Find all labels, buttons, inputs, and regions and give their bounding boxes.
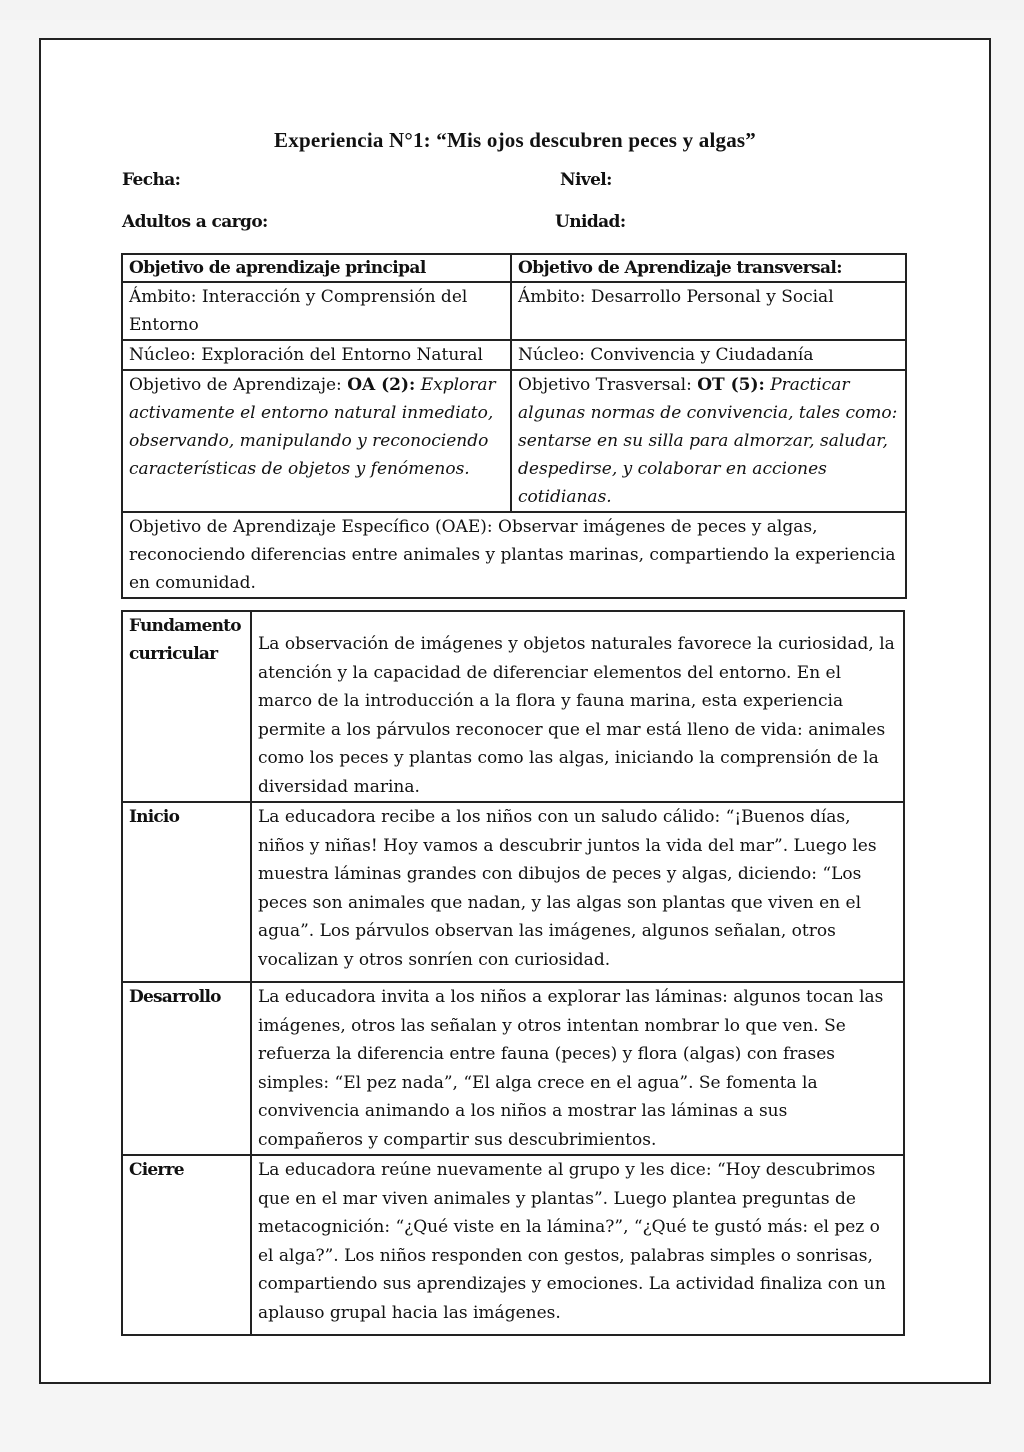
section-label: Fundamento curricular: [122, 611, 251, 802]
nucleo-principal: Núcleo: Exploración del Entorno Natural: [122, 340, 511, 370]
section-row-fundamento: [122, 611, 904, 802]
nivel-field: [560, 170, 618, 190]
section-text: La educadora recibe a los niños con un saludo cálido: “¡Buenos días, niños y niñas! Hoy vamos a descubrir juntos la vida del mar”. Luego les muestra láminas grandes con dibujos de peces y algas, diciendo: “Los peces son animales que nadan, y las algas son plantas que viven en el agua”. Los párvulos observan las imágenes, algunos señalan, otros vocalizan y otros sonríen con curiosidad.: [251, 802, 904, 982]
nucleo-transversal: Núcleo: Convivencia y Ciudadanía: [511, 340, 906, 370]
section-row-cierre: [122, 1155, 904, 1335]
unidad-field: [555, 212, 632, 232]
objectives-table: [121, 253, 907, 599]
top-strip: [0, 0, 1024, 20]
ot-label: Objetivo Trasversal:: [518, 375, 698, 395]
objectives-header-row: [122, 254, 906, 282]
section-text: [251, 611, 904, 802]
page-title: Experiencia N°1: “Mis ojos descubren peces y algas”: [274, 128, 756, 152]
principal-header: Objetivo de aprendizaje principal: [122, 254, 511, 282]
ambito-row: [122, 282, 906, 340]
section-label: Cierre: [122, 1155, 251, 1335]
section-row-desarrollo: [122, 982, 904, 1155]
ot-text: Practicar algunas normas de convivencia, tales como: sentarse en su silla para almorzar, saludar, despedirse, y colaborar en acciones cotidianas.: [518, 375, 898, 507]
section-label: Inicio: [122, 802, 251, 982]
oa-cell: [122, 370, 511, 512]
adultos-field: [122, 212, 274, 232]
unidad-label: Unidad:: [555, 212, 626, 232]
oae-row: [122, 512, 906, 598]
document-page: [39, 38, 991, 1384]
oa-code: OA (2):: [347, 375, 416, 395]
oae-cell: Objetivo de Aprendizaje Específico (OAE): Observar imágenes de peces y algas, reconociendo diferencias entre animales y plantas marinas, compartiendo la experiencia en comunidad.: [122, 512, 906, 598]
experience-table: [121, 610, 905, 1336]
oa-text: Explorar activamente el entorno natural inmediato, observando, manipulando y reconociendo características de objetos y fenómenos.: [129, 375, 496, 479]
oa-label: Objetivo de Aprendizaje:: [129, 375, 348, 395]
oa-row: [122, 370, 906, 512]
fecha-field: [122, 170, 186, 190]
ambito-transversal: Ámbito: Desarrollo Personal y Social: [511, 282, 906, 340]
fecha-label: Fecha:: [122, 170, 181, 190]
ot-cell: [511, 370, 906, 512]
section-text: La educadora invita a los niños a explorar las láminas: algunos tocan las imágenes, otros las señalan y otros intentan nombrar lo que ven. Se refuerza la diferencia entre fauna (peces) y flora (algas) con frases simples: “El pez nada”, “El alga crece en el agua”. Se fomenta la convivencia animando a los niños a mostrar las láminas a sus compañeros y compartir sus descubrimientos.: [251, 982, 904, 1155]
section-row-inicio: [122, 802, 904, 982]
section-label: Desarrollo: [122, 982, 251, 1155]
adultos-label: Adultos a cargo:: [122, 212, 268, 232]
transversal-header: Objetivo de Aprendizaje transversal:: [511, 254, 906, 282]
ot-code: OT (5):: [697, 375, 765, 395]
nucleo-row: [122, 340, 906, 370]
section-text-body: La observación de imágenes y objetos naturales favorece la curiosidad, la atención y la capacidad de diferenciar elementos del entorno. En el marco de la introducción a la flora y fauna marina, esta experiencia permite a los párvulos reconocer que el mar está lleno de vida: animales como los peces y plantas como las algas, iniciando la comprensión de la diversidad marina.: [258, 634, 895, 797]
ambito-principal: Ámbito: Interacción y Comprensión del Entorno: [122, 282, 511, 340]
section-text: La educadora reúne nuevamente al grupo y les dice: “Hoy descubrimos que en el mar viven animales y plantas”. Luego plantea preguntas de metacognición: “¿Qué viste en la lámina?”, “¿Qué te gustó más: el pez o el alga?”. Los niños responden con gestos, palabras simples o sonrisas, compartiendo sus aprendizajes y emociones. La actividad finaliza con un aplauso grupal hacia las imágenes.: [251, 1155, 904, 1335]
nivel-label: Nivel:: [560, 170, 612, 190]
